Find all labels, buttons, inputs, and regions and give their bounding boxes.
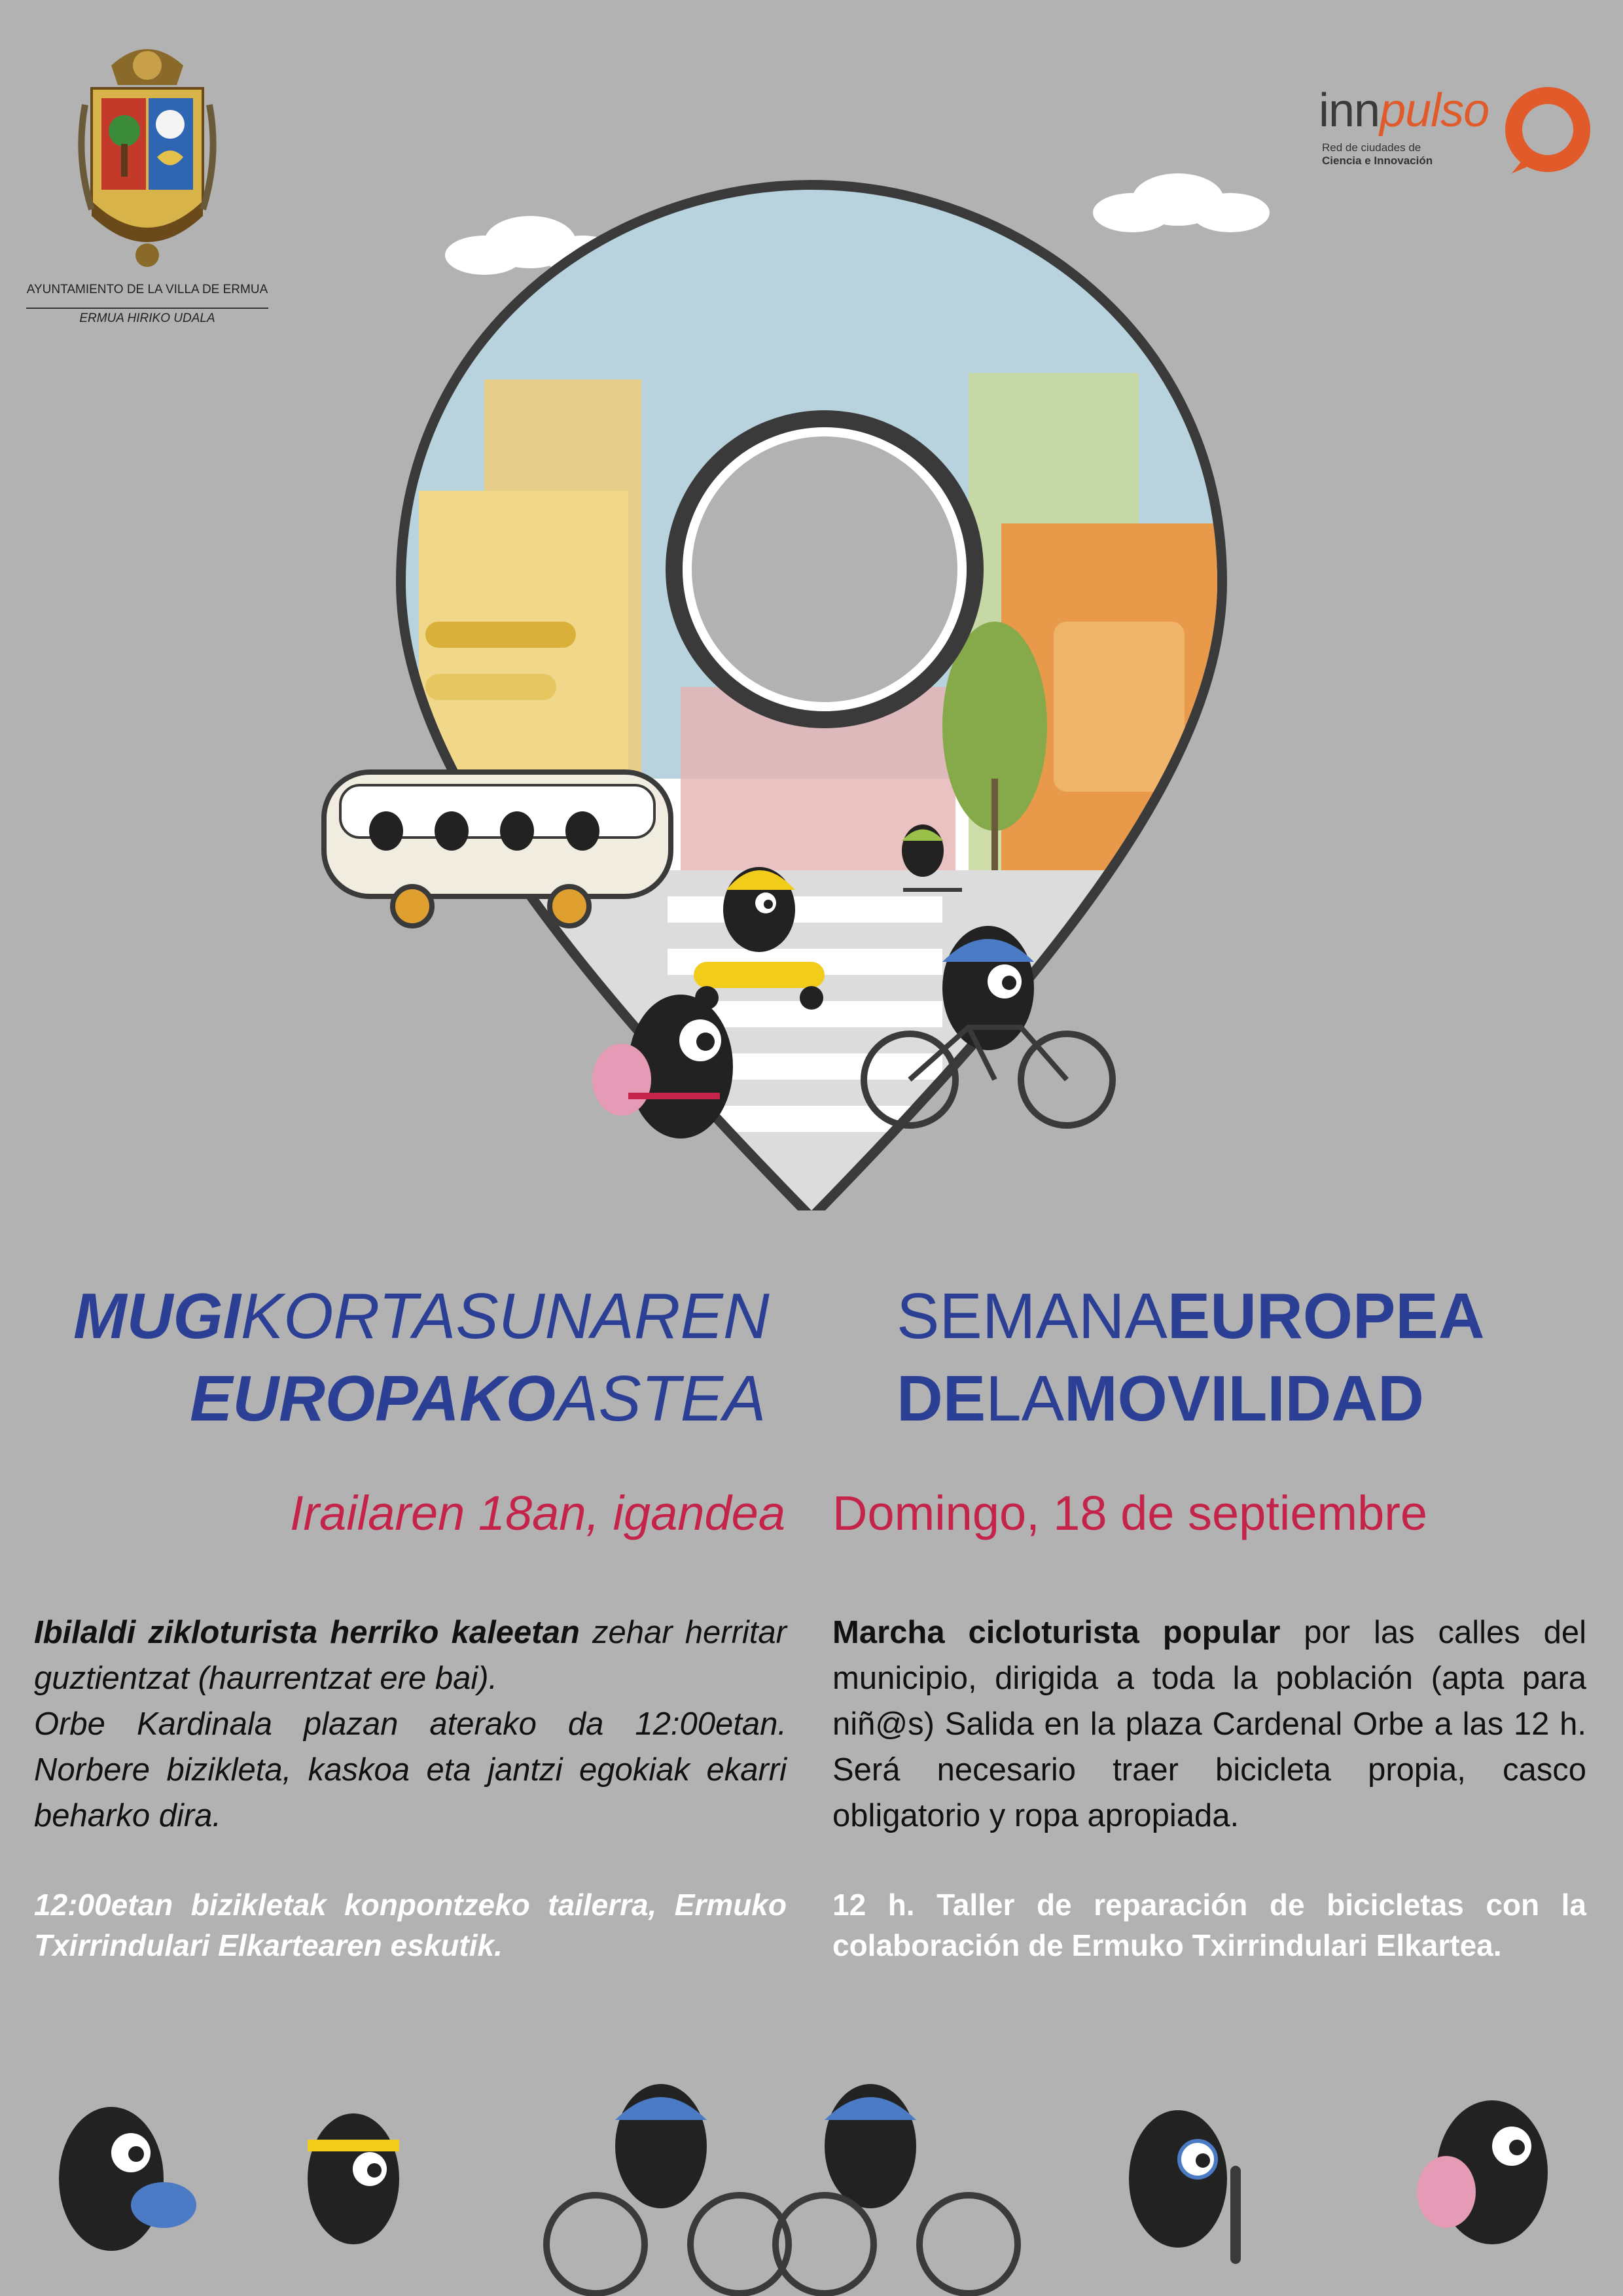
workshop-note-basque: 12:00etan bizikletak konpontzeko tailerra, Ermuko Txirrindulari Elkartearen eskutik. [34, 1888, 787, 1962]
partner-subtitle-1: Red de ciudades de [1322, 141, 1421, 154]
title-basque-line2: EUROPAKOASTEA [190, 1362, 766, 1434]
date-spanish: Domingo, 18 de septiembre [832, 1486, 1428, 1540]
title-basque-line1: MUGIKORTASUNAREN [73, 1280, 770, 1352]
description-spanish: Marcha cicloturista popular por las calles del municipio, dirigida a toda la población (apta para niñ@s) Salida en la plaza Cardenal Orbe a las 12 h. Será necesario traer bicicleta propia, casco obligatorio y ropa apropiada. [832, 1615, 1586, 1833]
city-crest-icon [72, 39, 223, 281]
tandem-bicycle-icon [546, 2084, 1018, 2293]
city-title: AYUNTAMIENTO DE LA VILLA DE ERMUA [26, 283, 268, 296]
innpulso-logo-icon [1499, 85, 1597, 177]
title-spanish-line2: DELAMOVILIDAD [897, 1362, 1424, 1434]
cloud-right-icon [1093, 173, 1270, 232]
character-backpack-icon [1417, 2100, 1548, 2244]
pedestrian-icon [592, 995, 733, 1139]
description-basque: Ibilaldi zikloturista herriko kaleetan zehar herritar guztientzat (haurrentzat ere bai). Orbe Kardinala plazan aterako da 12:00etan. Norbere bizikleta, kaskoa eta jantzi egokiak ekarri beharko dira. [34, 1615, 787, 1833]
character-glasses-skateboard-icon [1129, 2110, 1241, 2264]
cyclist-characters [0, 2048, 1623, 2296]
workshop-note-spanish: 12 h. Taller de reparación de bicicletas con la colaboración de Ermuko Txirrindulari Elkartea. [832, 1888, 1586, 1962]
city-subtitle: ERMUA HIRIKO UDALA [26, 308, 268, 326]
title-spanish-line1: SEMANAEUROPEA [897, 1280, 1485, 1352]
map-pin-illustration [314, 164, 1309, 1210]
character-camera-icon [59, 2107, 196, 2251]
partner-subtitle-2: Ciencia e Innovación [1322, 154, 1433, 167]
character-headband-icon [308, 2113, 399, 2244]
partner-brand: innpulso [1319, 84, 1489, 137]
date-basque: Irailaren 18an, igandea [289, 1486, 785, 1540]
